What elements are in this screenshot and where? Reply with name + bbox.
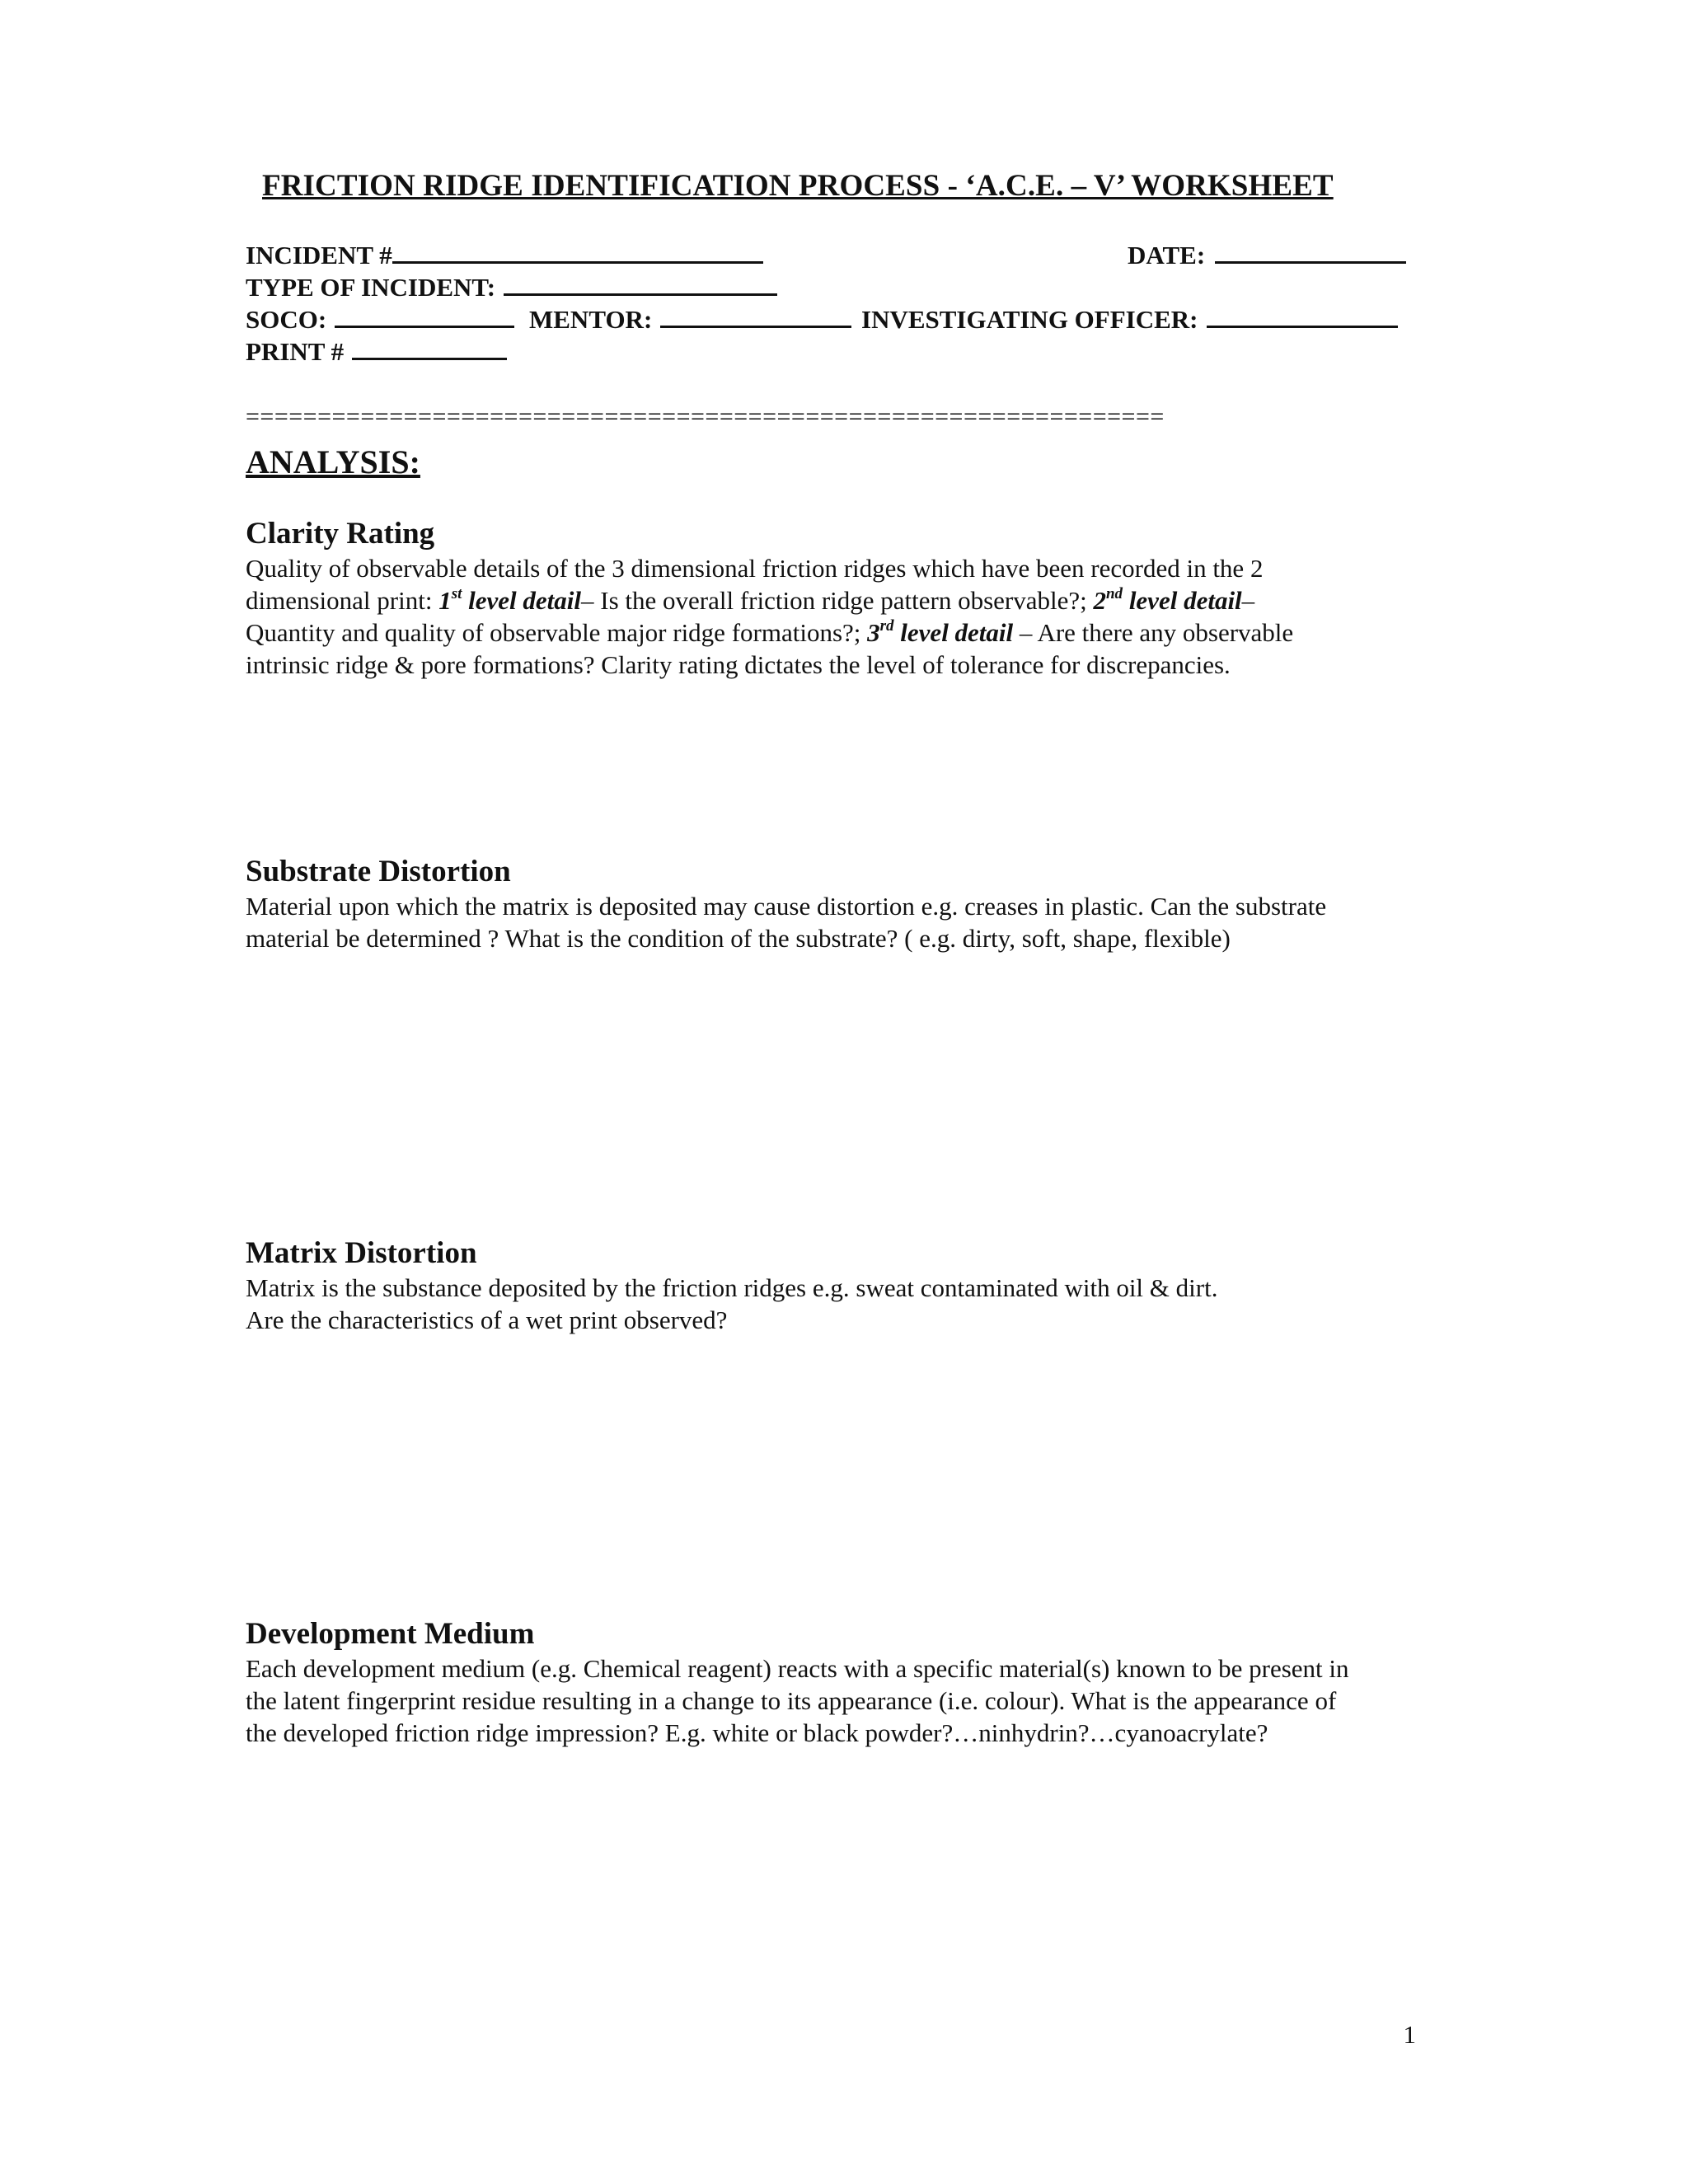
first-level-detail: level detail bbox=[462, 586, 581, 615]
investigating-officer-blank[interactable] bbox=[1207, 302, 1398, 328]
development-line-2: the latent fingerprint residue resulting in a change to its appearance (i.e. colour). What is the appearance of bbox=[246, 1686, 1337, 1715]
print-number-label: PRINT # bbox=[246, 337, 345, 366]
clarity-rating-heading: Clarity Rating bbox=[246, 517, 435, 551]
clarity-line-3-end: – Are there any observable bbox=[1013, 618, 1294, 647]
clarity-line-2-end: – bbox=[1241, 586, 1255, 615]
clarity-rating-description bbox=[246, 552, 1449, 681]
clarity-line-4: intrinsic ridge & pore formations? Clarity rating dictates the level of tolerance for discrepancies. bbox=[246, 650, 1231, 679]
matrix-distortion-heading: Matrix Distortion bbox=[246, 1236, 477, 1270]
matrix-line-2: Are the characteristics of a wet print observed? bbox=[246, 1305, 728, 1334]
print-number-blank[interactable] bbox=[352, 335, 507, 360]
mentor-label: MENTOR: bbox=[529, 305, 653, 334]
soco-blank[interactable] bbox=[335, 302, 514, 328]
clarity-rating-answer-area[interactable] bbox=[246, 684, 1449, 841]
section-separator: ================================================================ bbox=[246, 403, 1165, 430]
clarity-line-2-text: dimensional print: bbox=[246, 586, 439, 615]
substrate-distortion-heading: Substrate Distortion bbox=[246, 855, 511, 888]
soco-field bbox=[246, 302, 514, 335]
matrix-line-1: Matrix is the substance deposited by the friction ridges e.g. sweat contaminated with oil & dirt. bbox=[246, 1273, 1218, 1302]
type-of-incident-blank[interactable] bbox=[504, 270, 777, 296]
incident-label: INCIDENT # bbox=[246, 241, 392, 269]
substrate-distortion-answer-area[interactable] bbox=[246, 964, 1449, 1228]
date-blank[interactable] bbox=[1215, 238, 1406, 264]
first-level-sup: st bbox=[451, 584, 462, 602]
date-label: DATE: bbox=[1128, 241, 1206, 269]
third-level-sup: rd bbox=[879, 616, 894, 635]
matrix-distortion-answer-area[interactable] bbox=[246, 1343, 1449, 1607]
development-medium-description bbox=[246, 1652, 1449, 1749]
print-number-field bbox=[246, 335, 507, 368]
mentor-blank[interactable] bbox=[660, 302, 851, 328]
second-level-detail: level detail bbox=[1123, 586, 1242, 615]
type-of-incident-label: TYPE OF INCIDENT: bbox=[246, 273, 496, 302]
development-medium-answer-area[interactable] bbox=[246, 1755, 1449, 2003]
substrate-distortion-description bbox=[246, 890, 1449, 954]
clarity-line-3-text: Quantity and quality of observable major ridge formations?; bbox=[246, 618, 868, 647]
mentor-field bbox=[529, 302, 851, 335]
third-level-detail: level detail bbox=[893, 618, 1014, 647]
development-line-1: Each development medium (e.g. Chemical reagent) reacts with a specific material(s) known to be present in bbox=[246, 1654, 1349, 1683]
investigating-officer-label: INVESTIGATING OFFICER: bbox=[861, 305, 1198, 334]
clarity-line-2-middle: – Is the overall friction ridge pattern observable?; bbox=[581, 586, 1094, 615]
incident-blank[interactable] bbox=[392, 238, 763, 264]
clarity-line-3 bbox=[246, 616, 1449, 649]
date-field bbox=[1128, 238, 1406, 271]
second-level-number: 2 bbox=[1093, 586, 1106, 615]
first-level-number: 1 bbox=[438, 586, 452, 615]
investigating-officer-field bbox=[861, 302, 1398, 335]
development-medium-heading: Development Medium bbox=[246, 1617, 535, 1651]
type-of-incident-field bbox=[246, 270, 777, 303]
analysis-heading: ANALYSIS: bbox=[246, 443, 420, 480]
page-title: FRICTION RIDGE IDENTIFICATION PROCESS - ‘A.C.E. – V’ WORKSHEET bbox=[262, 169, 1334, 203]
page-number: 1 bbox=[1403, 2020, 1416, 2049]
matrix-distortion-description bbox=[246, 1272, 1449, 1336]
incident-field bbox=[246, 238, 763, 271]
third-level-number: 3 bbox=[867, 618, 880, 647]
development-line-3: the developed friction ridge impression? E.g. white or black powder?…ninhydrin?…cyanoacrylate? bbox=[246, 1718, 1268, 1747]
substrate-line-1: Material upon which the matrix is deposited may cause distortion e.g. creases in plastic. Can the substrate bbox=[246, 892, 1327, 921]
substrate-line-2: material be determined ? What is the condition of the substrate? ( e.g. dirty, soft, shape, flexible) bbox=[246, 924, 1231, 953]
clarity-line-1: Quality of observable details of the 3 dimensional friction ridges which have been recorded in the 2 bbox=[246, 554, 1264, 583]
soco-label: SOCO: bbox=[246, 305, 327, 334]
clarity-line-2 bbox=[246, 584, 1449, 616]
second-level-sup: nd bbox=[1105, 584, 1123, 602]
